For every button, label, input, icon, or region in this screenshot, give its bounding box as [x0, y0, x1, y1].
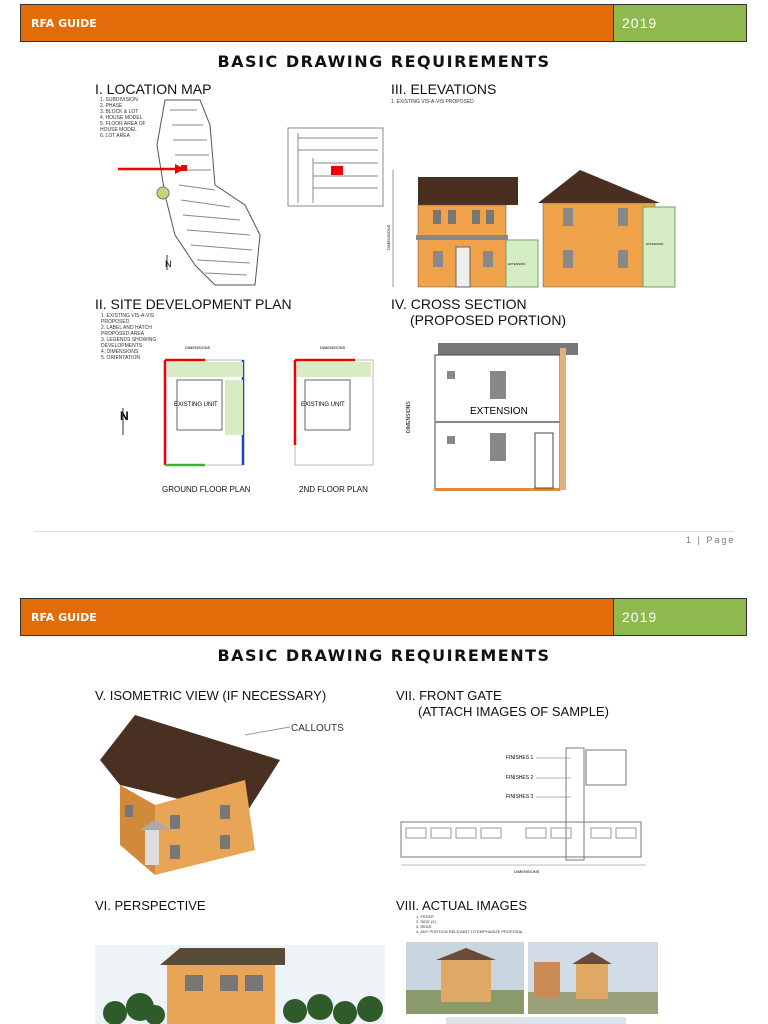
svg-text:DIMENSIONS: DIMENSIONS — [185, 345, 211, 350]
site-plan-drawing — [95, 340, 385, 485]
cross-section-heading — [391, 296, 566, 328]
ground-floor-caption: GROUND FLOOR PLAN — [162, 485, 251, 494]
header-label: RFA GUIDE — [21, 5, 613, 41]
header-label: RFA GUIDE — [21, 599, 613, 635]
page1-footer-line — [34, 531, 734, 532]
elevations-note: 1. EXISTING VIS-A-VIS PROPOSED — [391, 99, 474, 105]
svg-text:DIMENSIONS: DIMENSIONS — [320, 345, 346, 350]
page2-title: BASIC DRAWING REQUIREMENTS — [217, 646, 551, 665]
header-year: 2019 — [613, 599, 746, 635]
svg-text:EXTENSION: EXTENSION — [646, 242, 664, 246]
front-gate-heading — [396, 688, 609, 720]
page1-number: 1 | Page — [686, 535, 736, 545]
location-map-notes: 1. SUBDIVISION 2. PHASE 3. BLOCK & LOT 4. HOUSE MODEL 5. FLOOR AREA OF HOUSE MODEL 6. LOT AREA — [100, 97, 146, 139]
svg-text:N: N — [165, 259, 172, 269]
svg-text:N: N — [120, 409, 129, 423]
second-floor-caption: 2ND FLOOR PLAN — [299, 485, 368, 494]
cross-section-heading-line2: (PROPOSED PORTION) — [410, 312, 567, 328]
svg-text:FINISHES 3: FINISHES 3 — [506, 794, 534, 800]
elevations-drawing — [388, 165, 683, 290]
page1-header — [20, 4, 747, 42]
location-map-heading: I. LOCATION MAP — [95, 81, 212, 97]
site-plan-heading: II. SITE DEVELOPMENT PLAN — [95, 296, 292, 312]
svg-text:EXISTING UNIT: EXISTING UNIT — [301, 402, 345, 408]
actual-images-photos — [406, 942, 658, 1024]
svg-text:DIMENSIONS: DIMENSIONS — [386, 224, 391, 250]
svg-text:EXISTING UNIT: EXISTING UNIT — [174, 402, 218, 408]
cross-section-heading-line1: IV. CROSS SECTION — [391, 296, 527, 312]
location-map-drawing — [95, 95, 390, 290]
site-plan-notes: 1. EXISTING VIS-A-VIS PROPOSED 2. LABEL AND HATCH PROPOSED AREA 3. LEGENDS SHOWING DEVELOPMENTS 4. DIMENSIONS 5. ORIENTATION — [101, 313, 157, 361]
actual-images-notes: 1. FRONT 2. SIDE (2) 3. REAR 4. ANY PORTION RELEVANT TO EMPHASIZE PROPOSAL — [416, 914, 524, 934]
isometric-heading: V. ISOMETRIC VIEW (IF NECESSARY) — [95, 688, 327, 703]
svg-text:DIMENSIONS: DIMENSIONS — [406, 401, 412, 433]
svg-text:FINISHES 2: FINISHES 2 — [506, 775, 534, 781]
cross-section-drawing — [400, 333, 590, 493]
front-gate-heading-line1: VII. FRONT GATE — [396, 688, 502, 703]
elevations-heading: III. ELEVATIONS — [391, 81, 497, 97]
front-gate-heading-line2: (ATTACH IMAGES OF SAMPLE) — [418, 704, 609, 719]
actual-images-heading: VIII. ACTUAL IMAGES — [396, 898, 527, 913]
header-year: 2019 — [613, 5, 746, 41]
isometric-drawing — [95, 705, 295, 885]
perspective-heading: VI. PERSPECTIVE — [95, 898, 206, 913]
front-gate-drawing — [396, 740, 681, 880]
svg-text:EXTENSION: EXTENSION — [508, 262, 526, 266]
svg-text:EXTENSION: EXTENSION — [470, 406, 528, 417]
callouts-label: CALLOUTS — [291, 723, 344, 734]
svg-text:FINISHES 1: FINISHES 1 — [506, 755, 534, 761]
svg-text:DIMENSIONS: DIMENSIONS — [514, 869, 540, 874]
perspective-drawing — [95, 945, 385, 1024]
page1-title: BASIC DRAWING REQUIREMENTS — [217, 52, 551, 71]
page2-header — [20, 598, 747, 636]
